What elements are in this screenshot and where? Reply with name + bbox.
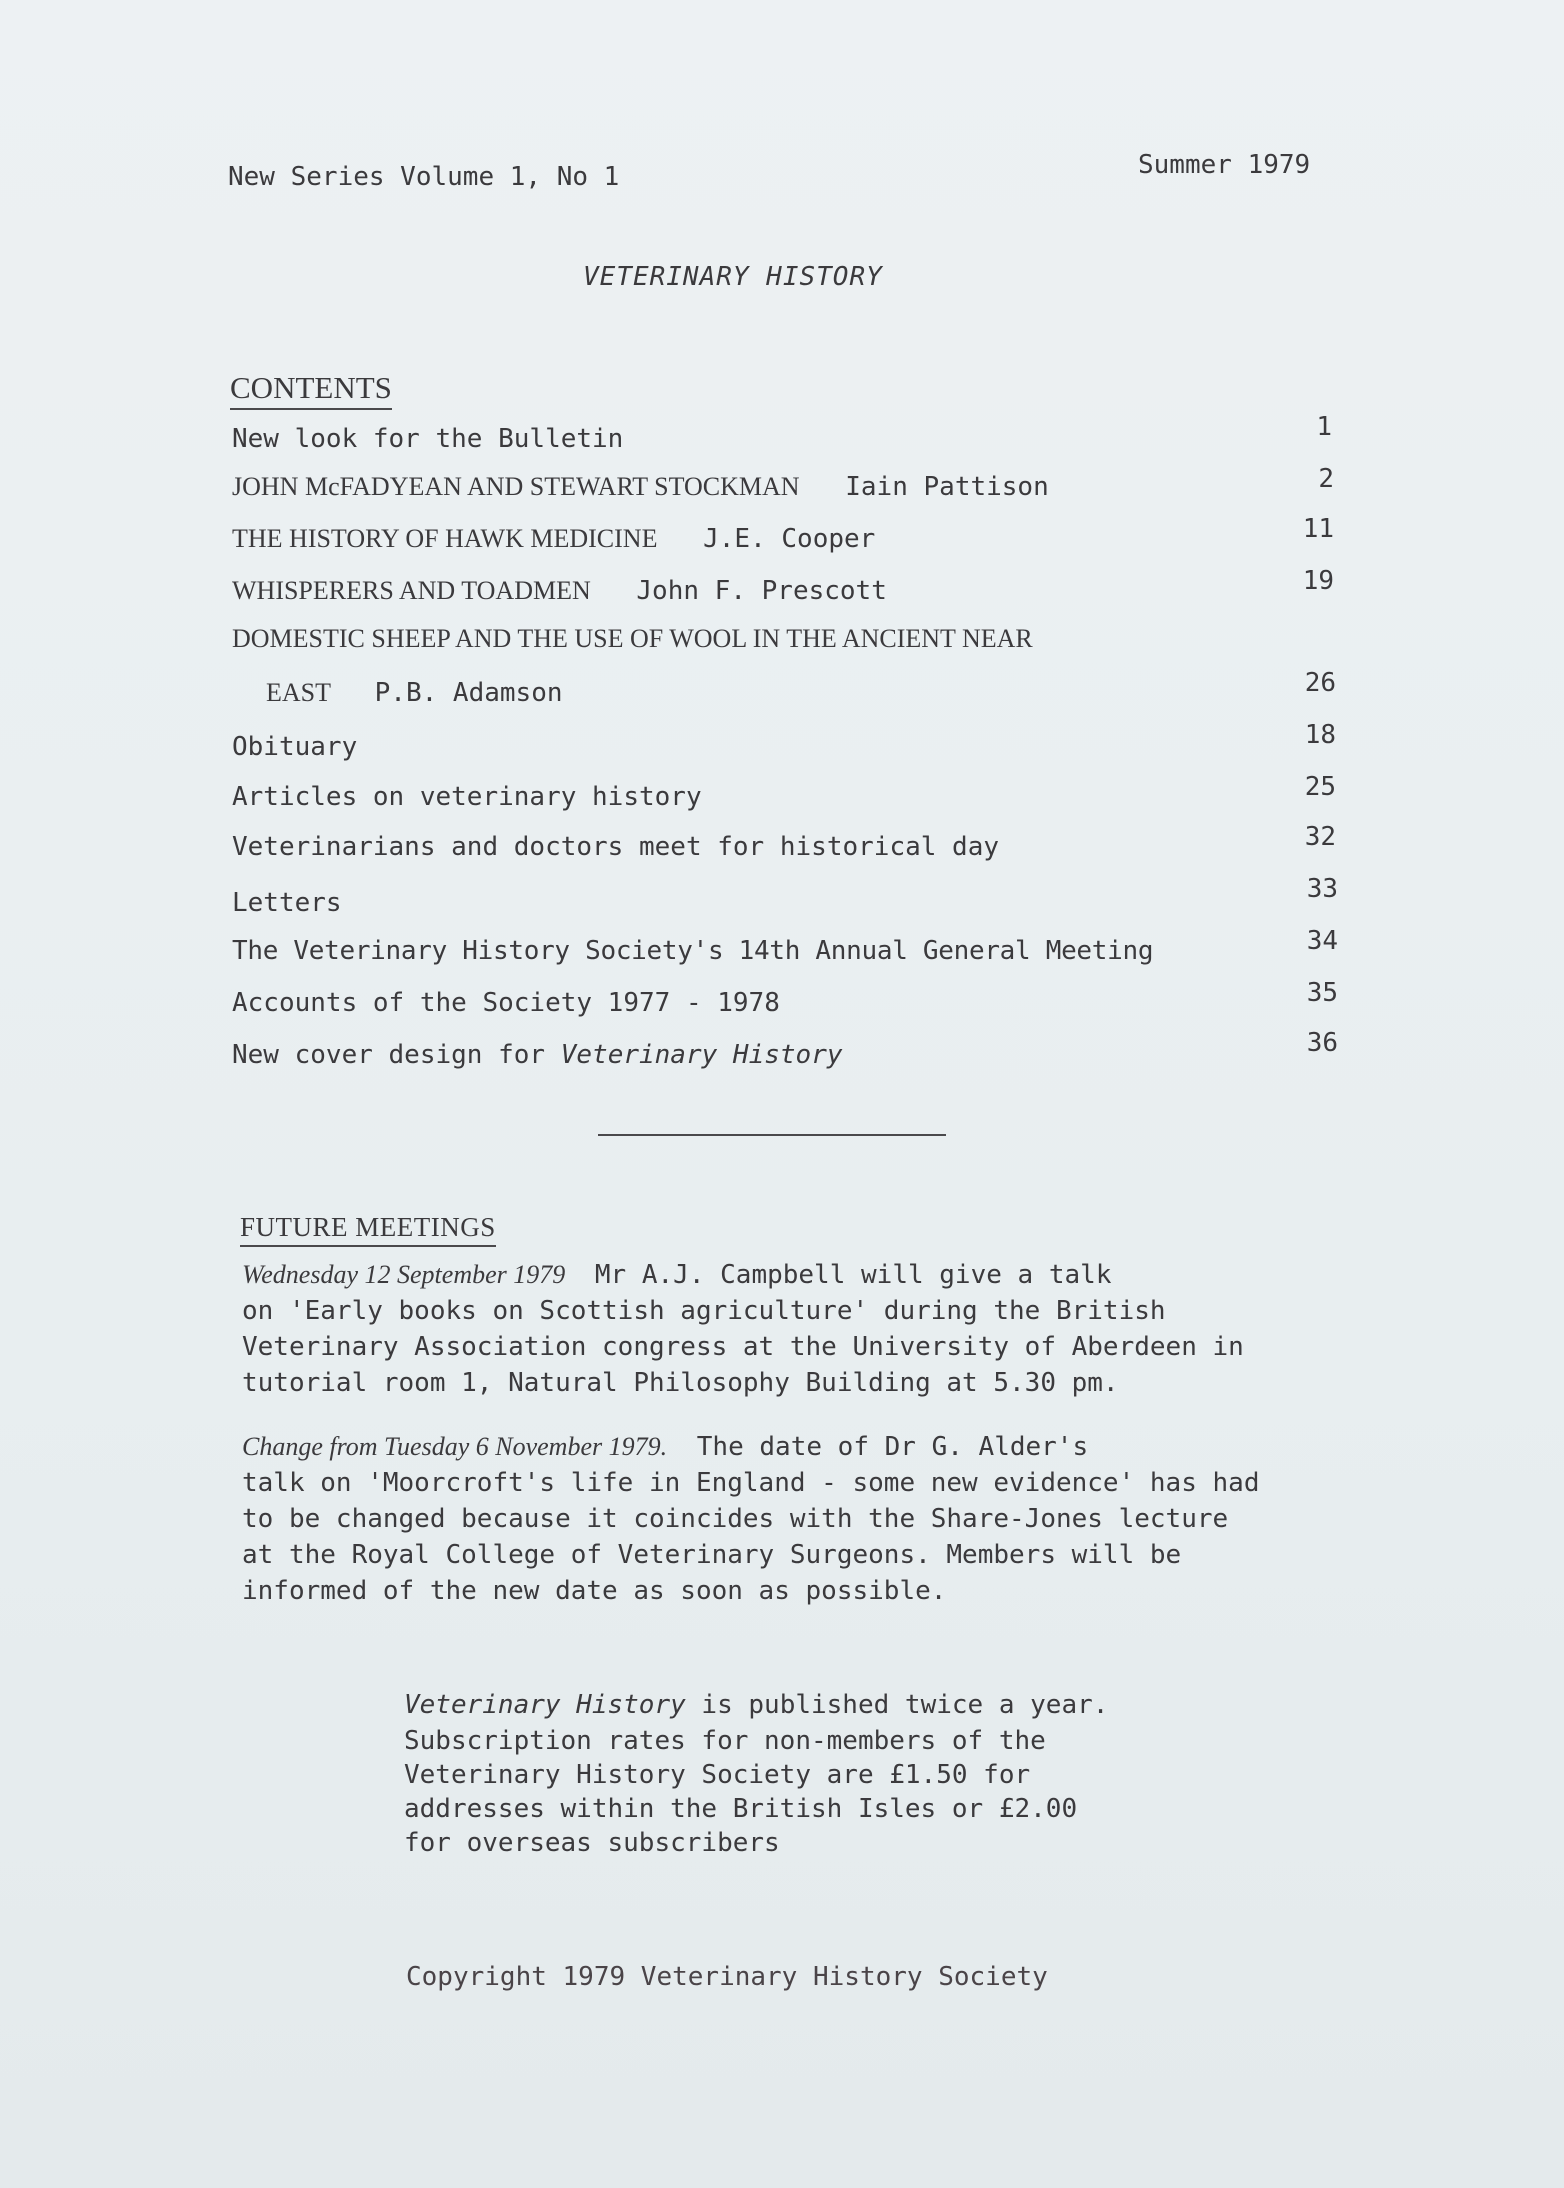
toc-item-title: JOHN McFADYEAN AND STEWART STOCKMAN <box>232 472 800 501</box>
toc-item <box>232 472 1049 502</box>
toc-item-continuation <box>266 678 563 708</box>
toc-item <box>232 1040 843 1070</box>
subscription-text: Subscription rates for non-members of the <box>404 1726 1046 1756</box>
toc-item <box>232 782 702 812</box>
toc-page-number: 35 <box>1306 978 1338 1008</box>
toc-item-title: DOMESTIC SHEEP AND THE USE OF WOOL IN THE ANCIENT NEAR <box>232 624 1033 653</box>
meeting-text: talk on 'Moorcroft's life in England - some new evidence' has had <box>242 1468 1260 1498</box>
toc-item-title: Accounts of the Society 1977 - 1978 <box>232 988 780 1018</box>
toc-item-title-italic: Veterinary History <box>560 1040 843 1070</box>
toc-page-number: 11 <box>1302 514 1334 544</box>
toc-item <box>232 888 342 918</box>
series-info: New Series Volume 1, No 1 <box>228 162 620 192</box>
toc-item-author: J.E. Cooper <box>703 524 876 554</box>
journal-title: VETERINARY HISTORY <box>583 262 883 292</box>
subscription-text: is published twice a year. <box>701 1690 1109 1720</box>
toc-item-title: Letters <box>232 888 342 918</box>
toc-item <box>232 576 887 606</box>
meeting-text: The date of Dr G. Alder's <box>696 1432 1089 1462</box>
section-divider <box>598 1134 946 1136</box>
toc-item-title: Veterinarians and doctors meet for historical day <box>232 832 1000 862</box>
toc-page-number: 26 <box>1304 668 1336 698</box>
toc-page-number: 34 <box>1306 926 1338 956</box>
meeting-text: Veterinary Association congress at the University of Aberdeen in <box>242 1332 1244 1362</box>
meeting-text: to be changed because it coincides with the Share-Jones lecture <box>242 1504 1229 1534</box>
toc-page-number: 19 <box>1302 566 1334 596</box>
toc-page-number: 2 <box>1318 464 1334 494</box>
toc-item <box>232 732 357 762</box>
toc-item <box>232 624 1033 654</box>
journal-name: Veterinary History <box>404 1690 686 1720</box>
contents-heading: CONTENTS <box>230 370 392 410</box>
subscription-line <box>404 1690 1108 1720</box>
toc-item-title-continued: EAST <box>266 678 331 707</box>
toc-page-number: 1 <box>1316 412 1332 442</box>
subscription-text: addresses within the British Isles or £2.00 <box>404 1794 1078 1824</box>
meeting-text: Mr A.J. Campbell will give a talk <box>594 1260 1112 1290</box>
future-meetings-heading: FUTURE MEETINGS <box>240 1212 496 1247</box>
meeting-line <box>242 1432 1088 1462</box>
meeting-date: Wednesday 12 September 1979 <box>242 1260 566 1289</box>
meeting-text: informed of the new date as soon as possible. <box>242 1576 947 1606</box>
toc-item <box>232 424 623 454</box>
toc-item-title: Articles on veterinary history <box>232 782 702 812</box>
toc-page-number: 33 <box>1306 874 1338 904</box>
toc-item <box>232 524 875 554</box>
toc-page-number: 36 <box>1306 1028 1338 1058</box>
meeting-line <box>242 1260 1111 1290</box>
toc-item-title: New cover design for <box>232 1040 546 1070</box>
toc-item <box>232 832 999 862</box>
toc-page-number: 25 <box>1304 772 1336 802</box>
copyright-notice: Copyright 1979 Veterinary History Society <box>406 1962 1048 1992</box>
toc-item-author: P.B. Adamson <box>374 678 563 708</box>
toc-item <box>232 988 780 1018</box>
meeting-text: at the Royal College of Veterinary Surgeons. Members will be <box>242 1540 1182 1570</box>
meeting-text: tutorial room 1, Natural Philosophy Building at 5.30 pm. <box>242 1368 1119 1398</box>
toc-page-number: 32 <box>1304 822 1336 852</box>
subscription-text: for overseas subscribers <box>404 1828 780 1858</box>
toc-item-title: The Veterinary History Society's 14th Annual General Meeting <box>232 936 1154 966</box>
issue-date: Summer 1979 <box>1138 150 1311 180</box>
toc-item-title: WHISPERERS AND TOADMEN <box>232 576 591 605</box>
toc-item <box>232 936 1153 966</box>
toc-item-title: Obituary <box>232 732 358 762</box>
meeting-text: on 'Early books on Scottish agriculture' during the British <box>242 1296 1166 1326</box>
toc-item-title: THE HISTORY OF HAWK MEDICINE <box>232 524 658 553</box>
toc-item-author: Iain Pattison <box>845 472 1049 502</box>
subscription-text: Veterinary History Society are £1.50 for <box>404 1760 1031 1790</box>
toc-item-author: John F. Prescott <box>636 576 887 606</box>
meeting-date: Change from Tuesday 6 November 1979. <box>242 1432 668 1461</box>
toc-item-title: New look for the Bulletin <box>232 424 624 454</box>
toc-page-number: 18 <box>1304 720 1336 750</box>
